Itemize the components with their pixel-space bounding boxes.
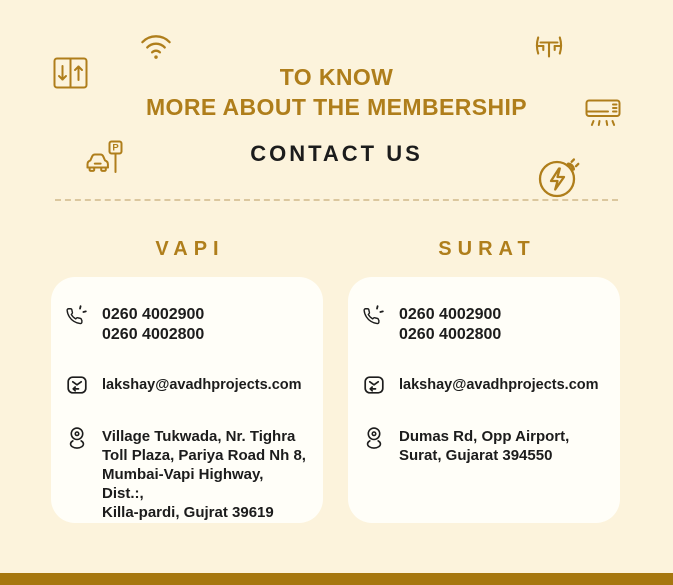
phone-number[interactable]: 0260 4002900 xyxy=(102,306,205,323)
address-line: Toll Plaza, Pariya Road Nh 8, xyxy=(102,447,306,464)
contact-card-vapi xyxy=(51,277,323,523)
title-line-1: TO KNOW xyxy=(279,64,394,90)
locations-row xyxy=(51,237,620,523)
phone-numbers xyxy=(102,303,204,345)
phone-number[interactable]: 0260 4002900 xyxy=(399,306,502,323)
email-address[interactable]: lakshay@avadhprojects.com xyxy=(102,377,302,393)
email-icon xyxy=(65,373,89,397)
wifi-icon xyxy=(139,30,173,63)
address-row xyxy=(65,425,309,522)
phone-number[interactable]: 0260 4002800 xyxy=(102,326,205,343)
footer-accent-bar xyxy=(0,573,673,585)
email-icon xyxy=(362,373,386,397)
location-pin-icon xyxy=(362,425,386,449)
address-line: Surat, Gujarat 394550 xyxy=(399,447,553,464)
page-title xyxy=(0,62,673,122)
address-line: Mumbai-Vapi Highway, Dist.:, xyxy=(102,466,264,502)
title-line-2: MORE ABOUT THE MEMBERSHIP xyxy=(146,94,527,120)
location-name: VAPI xyxy=(155,238,225,260)
phone-row xyxy=(65,303,309,345)
address-line: Dumas Rd, Opp Airport, xyxy=(399,428,570,445)
postal-address xyxy=(102,425,309,522)
address-row xyxy=(362,425,606,465)
address-line: Village Tukwada, Nr. Tighra xyxy=(102,428,296,445)
location-column-vapi xyxy=(51,237,323,523)
phone-row xyxy=(362,303,606,345)
phone-number[interactable]: 0260 4002800 xyxy=(399,326,502,343)
email-row xyxy=(362,373,606,397)
location-column-surat xyxy=(348,237,620,523)
address-line: Killa-pardi, Gujrat 39619 xyxy=(102,504,274,521)
email-row xyxy=(65,373,309,397)
contact-card-surat xyxy=(348,277,620,523)
contact-us-heading: CONTACT US xyxy=(250,141,423,166)
phone-icon xyxy=(65,303,89,327)
phone-numbers xyxy=(399,303,501,345)
svg-text:P: P xyxy=(112,142,119,154)
phone-icon xyxy=(362,303,386,327)
dashed-divider xyxy=(55,199,618,201)
location-name: SURAT xyxy=(438,238,536,260)
location-pin-icon xyxy=(65,425,89,449)
email-address[interactable]: lakshay@avadhprojects.com xyxy=(399,377,599,393)
postal-address xyxy=(399,425,569,465)
dining-table-icon xyxy=(532,35,566,61)
